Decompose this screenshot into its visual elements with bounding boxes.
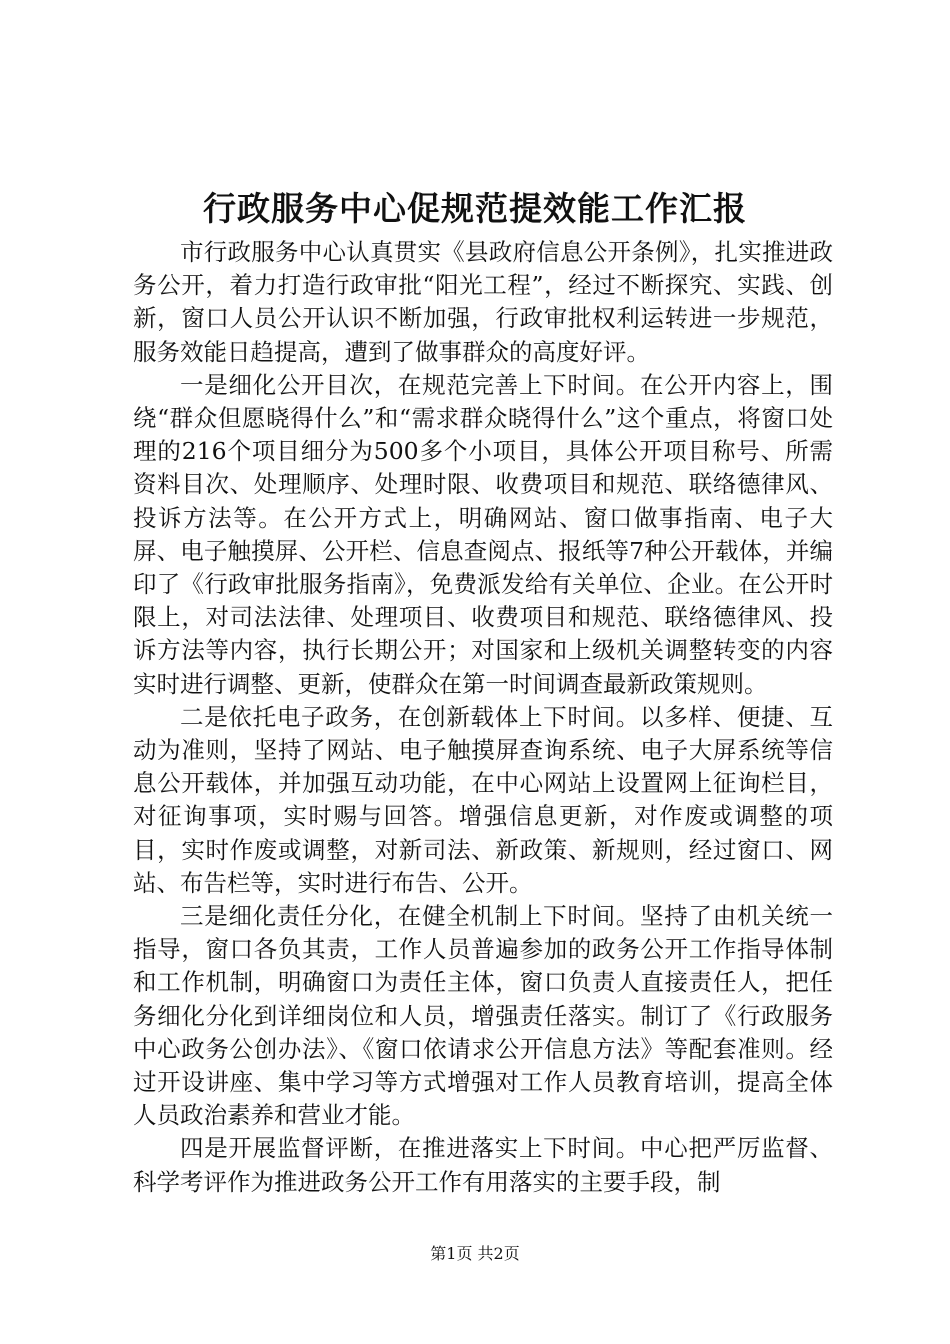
- paragraph-1: 一是细化公开目次，在规范完善上下时间。在公开内容上，围绕“群众但愿晓得什么”和“需求群众晓得什么”这个重点，将窗口处理的216个项目细分为500多个小项目，具体公开项目称号、所需资料目次、处理顺序、处理时限、收费项目和规范、联络德律风、投诉方法等。在公开方式上，明确网站、窗口做事指南、电子大屏、电子触摸屏、公开栏、信息查阅点、报纸等7种公开载体，并编印了《行政审批服务指南》，免费派发给有关单位、企业。在公开时限上，对司法法律、处理项目、收费项目和规范、联络德律风、投诉方法等内容，执行长期公开；对国家和上级机关调整转变的内容实时进行调整、更新，使群众在第一时间调查最新政策规则。: [133, 370, 833, 698]
- paragraph-intro: 市行政服务中心认真贯实《县政府信息公开条例》，扎实推进政务公开，着力打造行政审批“阳光工程”，经过不断探究、实践、创新，窗口人员公开认识不断加强，行政审批权利运转进一步规范，服务效能日趋提高，遭到了做事群众的高度好评。: [133, 238, 833, 366]
- paragraph-4: 四是开展监督评断，在推进落实上下时间。中心把严厉监督、科学考评作为推进政务公开工作有用落实的主要手段，制: [133, 1134, 833, 1196]
- paragraph-3: 三是细化责任分化，在健全机制上下时间。坚持了由机关统一指导，窗口各负其责，工作人员普遍参加的政务公开工作指导体制和工作机制，明确窗口为责任主体，窗口负责人直接责任人，把任务细化分化到详细岗位和人员，增强责任落实。制订了《行政服务中心政务公创办法》、《窗口依请求公开信息方法》等配套准则。经过开设讲座、集中学习等方式增强对工作人员教育培训，提高全体人员政治素养和营业才能。: [133, 902, 833, 1130]
- page-number-footer: 第1页 共2页: [430, 1244, 520, 1263]
- paragraph-2: 二是依托电子政务，在创新载体上下时间。以多样、便捷、互动为准则，坚持了网站、电子触摸屏查询系统、电子大屏系统等信息公开载体，并加强互动功能，在中心网站上设置网上征询栏目，对征询事项，实时赐与回答。增强信息更新，对作废或调整的项目，实时作废或调整，对新司法、新政策、新规则，经过窗口、网站、布告栏等，实时进行布告、公开。: [133, 702, 833, 897]
- document-body: [133, 236, 833, 1199]
- document-title: 行政服务中心促规范提效能工作汇报: [203, 189, 747, 228]
